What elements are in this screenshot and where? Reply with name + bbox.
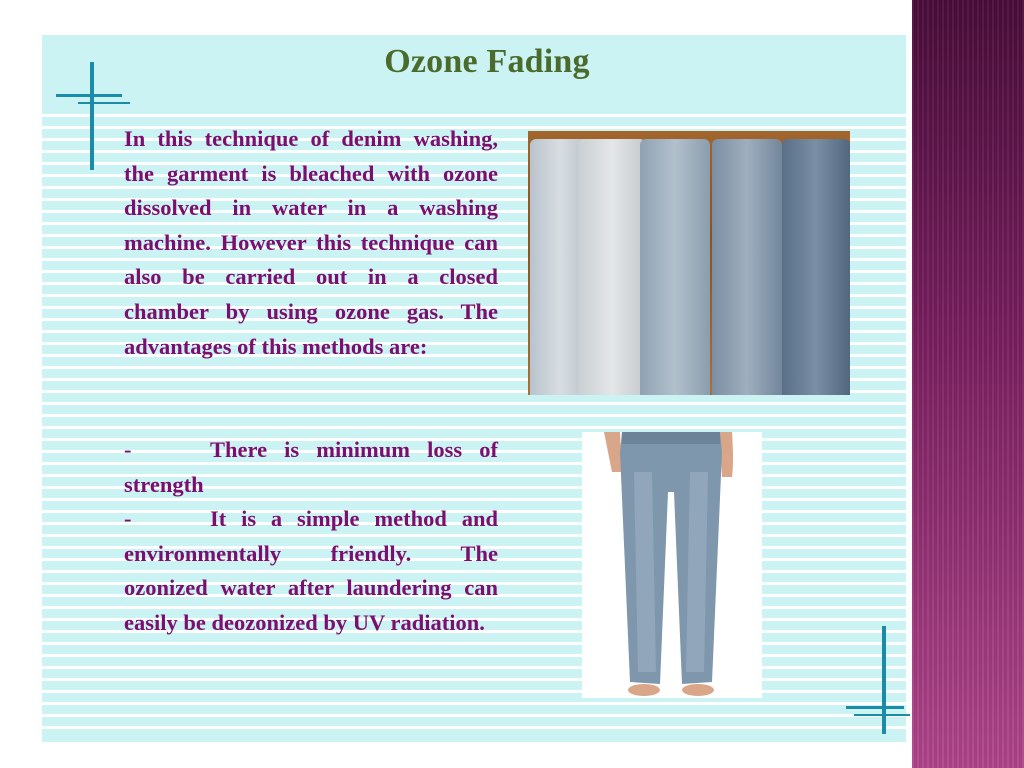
bullet-item bbox=[124, 433, 498, 502]
jean-medium-light bbox=[640, 139, 710, 395]
jean-dark bbox=[782, 139, 850, 395]
bullet-item bbox=[124, 502, 498, 640]
bullet-text: It is a simple method and environmentally friendly. The ozonized water after laundering can easily be deozonized by UV radiation. bbox=[124, 506, 498, 635]
bullet-marker: - bbox=[124, 506, 132, 532]
jean-medium bbox=[712, 139, 782, 395]
intro-paragraph-text: In this technique of denim washing, the garment is bleached with ozone dissolved in water in a washing machine. However this technique can also be carried out in a closed chamber by using ozone gas. The advantages of this methods are: bbox=[124, 126, 498, 359]
slide-title: Ozone Fading bbox=[384, 43, 590, 80]
jean-pale bbox=[578, 139, 646, 395]
intro-paragraph bbox=[124, 122, 498, 364]
decorative-cross-top-left bbox=[56, 62, 130, 172]
model-photo bbox=[582, 432, 762, 698]
model-jeans-figure bbox=[582, 432, 762, 698]
decorative-cross-bottom-right bbox=[846, 626, 910, 736]
advantages-list bbox=[124, 433, 498, 641]
jeans-row-photo bbox=[528, 131, 850, 395]
slide-panel bbox=[42, 35, 906, 742]
decorative-side-band bbox=[912, 0, 1024, 768]
bullet-text: There is minimum loss of strength bbox=[124, 437, 498, 497]
bullet-marker: - bbox=[124, 437, 132, 462]
